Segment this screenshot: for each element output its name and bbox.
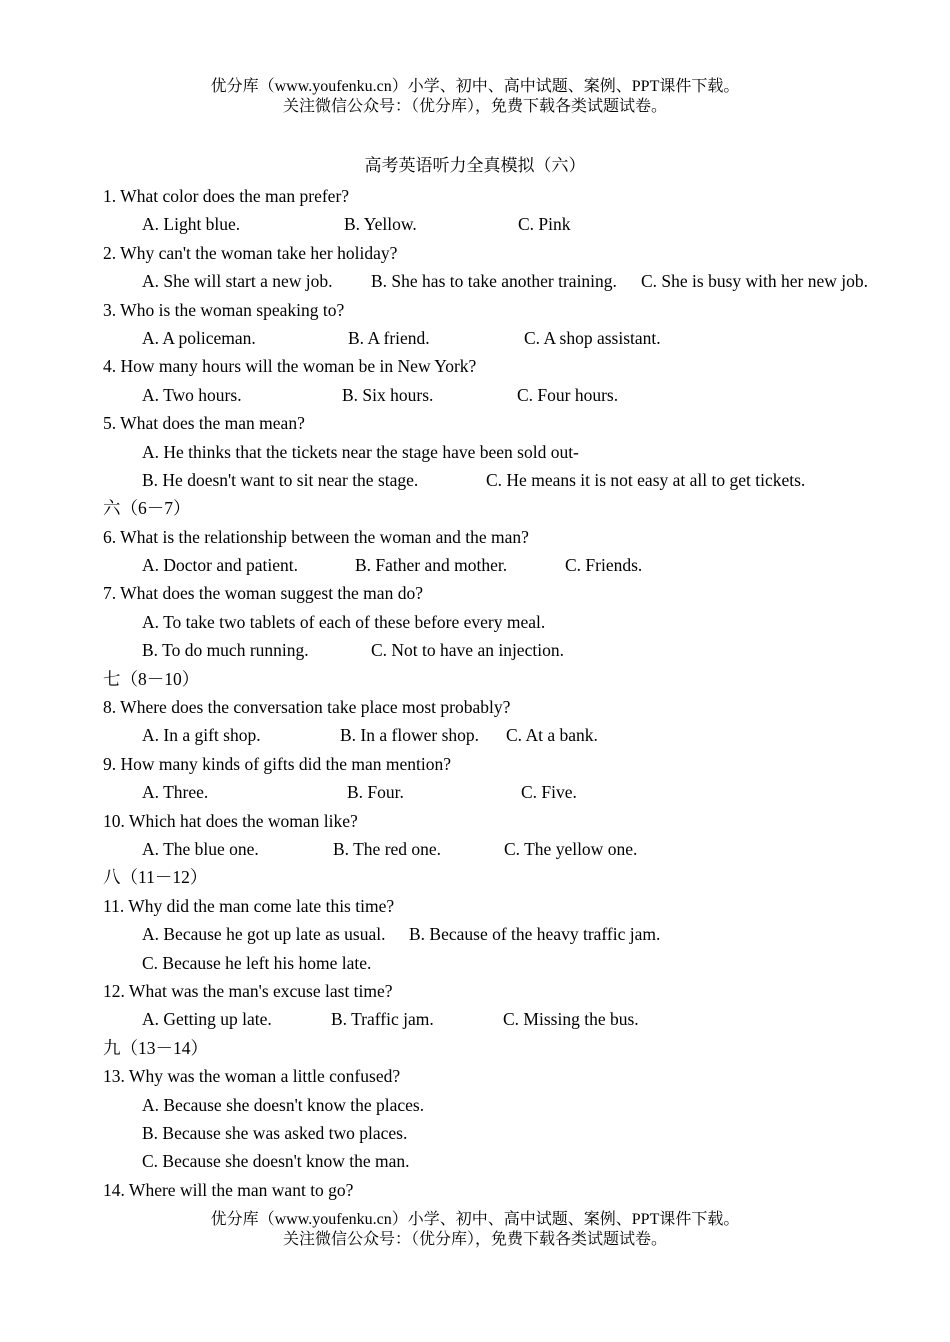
option-8c: C. At a bank. (506, 725, 598, 746)
option-5a: A. He thinks that the tickets near the stage have been sold out- (142, 441, 579, 462)
section-heading-8: 八（11－12） (103, 867, 208, 888)
option-13a: A. Because she doesn't know the places. (142, 1094, 425, 1115)
question-5: 5. What does the man mean? (103, 413, 305, 434)
options-11ab (103, 920, 923, 948)
option-3b: B. A friend. (348, 327, 430, 348)
page-header (0, 77, 950, 117)
option-4a: A. Two hours. (142, 384, 242, 405)
question-3: 3. Who is the woman speaking to? (103, 299, 345, 320)
question-13: 13. Why was the woman a little confused? (103, 1066, 401, 1087)
footer-line-2: 关注微信公众号：（优分库），免费下载各类试题试卷。 (282, 1231, 667, 1248)
options-7a (103, 608, 923, 636)
options-3 (103, 324, 923, 352)
question-6: 6. What is the relationship between the woman and the man? (103, 526, 529, 547)
option-9c: C. Five. (521, 782, 577, 803)
question-14: 14. Where will the man want to go? (103, 1179, 354, 1200)
option-11a: A. Because he got up late as usual. (142, 924, 386, 945)
option-10c: C. The yellow one. (504, 838, 638, 859)
option-12b: B. Traffic jam. (331, 1009, 434, 1030)
options-9 (103, 778, 923, 806)
option-11c: C. Because he left his home late. (142, 952, 372, 973)
question-9: 9. How many kinds of gifts did the man mention? (103, 753, 452, 774)
footer-line-1: 优分库（www.youfenku.cn）小学、初中、高中试题、案例、PPT课件下载。 (210, 1211, 740, 1228)
option-2b: B. She has to take another training. (371, 271, 617, 292)
option-12c: C. Missing the bus. (503, 1009, 639, 1030)
section-heading-7: 七（8－10） (103, 668, 200, 689)
section-heading-9: 九（13－14） (103, 1037, 208, 1058)
options-10 (103, 835, 923, 863)
page-footer (0, 1210, 950, 1250)
section-heading-6: 六（6－7） (103, 498, 191, 519)
option-12a: A. Getting up late. (142, 1009, 272, 1030)
question-11: 11. Why did the man come late this time? (103, 895, 395, 916)
options-8 (103, 721, 923, 749)
option-6c: C. Friends. (565, 555, 643, 576)
options-4 (103, 381, 923, 409)
option-2a: A. She will start a new job. (142, 271, 333, 292)
question-4: 4. How many hours will the woman be in New York? (103, 356, 477, 377)
option-4c: C. Four hours. (517, 384, 619, 405)
option-2c: C. She is busy with her new job. (641, 271, 869, 292)
option-7c: C. Not to have an injection. (371, 640, 564, 661)
options-13b (103, 1119, 923, 1147)
options-1 (103, 210, 923, 238)
option-6a: A. Doctor and patient. (142, 555, 298, 576)
option-4b: B. Six hours. (342, 384, 434, 405)
header-line-2: 关注微信公众号：（优分库），免费下载各类试题试卷。 (282, 98, 667, 115)
option-3c: C. A shop assistant. (524, 327, 661, 348)
question-10: 10. Which hat does the woman like? (103, 810, 358, 831)
question-1: 1. What color does the man prefer? (103, 186, 350, 206)
options-11c (103, 949, 923, 977)
header-line-1: 优分库（www.youfenku.cn）小学、初中、高中试题、案例、PPT课件下载。 (210, 78, 740, 95)
question-2: 2. Why can't the woman take her holiday? (103, 242, 398, 263)
question-8: 8. Where does the conversation take place most probably? (103, 697, 511, 718)
option-10a: A. The blue one. (142, 838, 259, 859)
option-13b: B. Because she was asked two places. (142, 1122, 408, 1143)
option-13c: C. Because she doesn't know the man. (142, 1151, 410, 1172)
option-5b: B. He doesn't want to sit near the stage. (142, 469, 419, 490)
option-11b: B. Because of the heavy traffic jam. (409, 924, 661, 945)
options-2 (103, 267, 923, 295)
option-8b: B. In a flower shop. (340, 725, 480, 746)
options-5a (103, 438, 923, 466)
option-7a: A. To take two tablets of each of these before every meal. (142, 611, 546, 632)
option-7b: B. To do much running. (142, 640, 309, 661)
options-12 (103, 1005, 923, 1033)
option-1a: A. Light blue. (142, 214, 241, 235)
option-3a: A. A policeman. (142, 327, 256, 348)
question-12: 12. What was the man's excuse last time? (103, 980, 393, 1001)
document-title: 高考英语听力全真模拟（六） (364, 156, 586, 175)
options-5bc (103, 466, 923, 494)
option-1c: C. Pink (518, 214, 571, 235)
option-8a: A. In a gift shop. (142, 725, 261, 746)
option-9b: B. Four. (347, 782, 404, 803)
question-list (103, 182, 923, 1204)
options-13a (103, 1091, 923, 1119)
question-7: 7. What does the woman suggest the man do? (103, 583, 423, 604)
option-9a: A. Three. (142, 782, 209, 803)
option-10b: B. The red one. (333, 838, 442, 859)
options-7bc (103, 636, 923, 664)
option-6b: B. Father and mother. (355, 555, 508, 576)
option-5c: C. He means it is not easy at all to get tickets. (486, 469, 806, 490)
option-1b: B. Yellow. (344, 214, 417, 235)
options-13c (103, 1147, 923, 1175)
options-6 (103, 551, 923, 579)
